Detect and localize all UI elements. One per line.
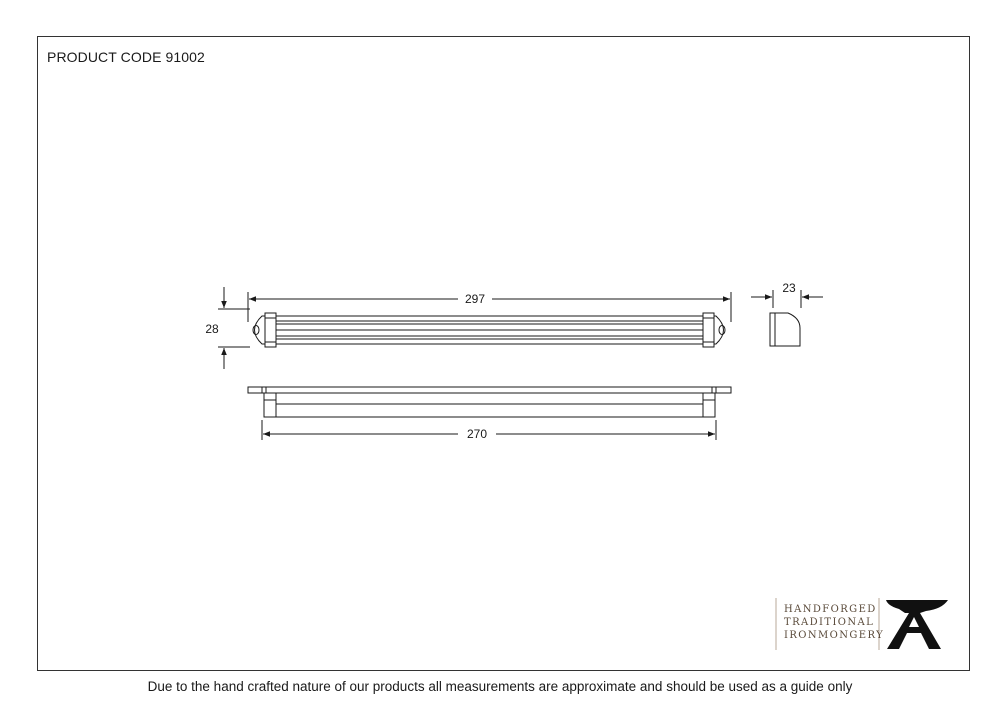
front-view — [253, 313, 725, 347]
dimension-label-270: 270 — [466, 427, 488, 441]
dimension-fixing-centres — [262, 420, 716, 440]
dimension-label-28: 28 — [205, 322, 219, 336]
disclaimer-note: Due to the hand crafted nature of our products all measurements are approximate and should be used as a guide only — [147, 679, 853, 694]
anvil-icon — [886, 600, 948, 649]
logo-text-ironmongery: IRONMONGERY — [784, 630, 885, 641]
dimension-label-23: 23 — [782, 281, 796, 295]
logo-text-handforged: HANDFORGED — [784, 604, 877, 615]
logo-text-traditional: TRADITIONAL — [784, 617, 875, 628]
side-profile — [770, 313, 800, 346]
product-code: PRODUCT CODE 91002 — [47, 49, 205, 65]
dimension-label-297: 297 — [464, 292, 486, 306]
dimension-height — [218, 287, 250, 369]
top-view — [248, 387, 731, 417]
